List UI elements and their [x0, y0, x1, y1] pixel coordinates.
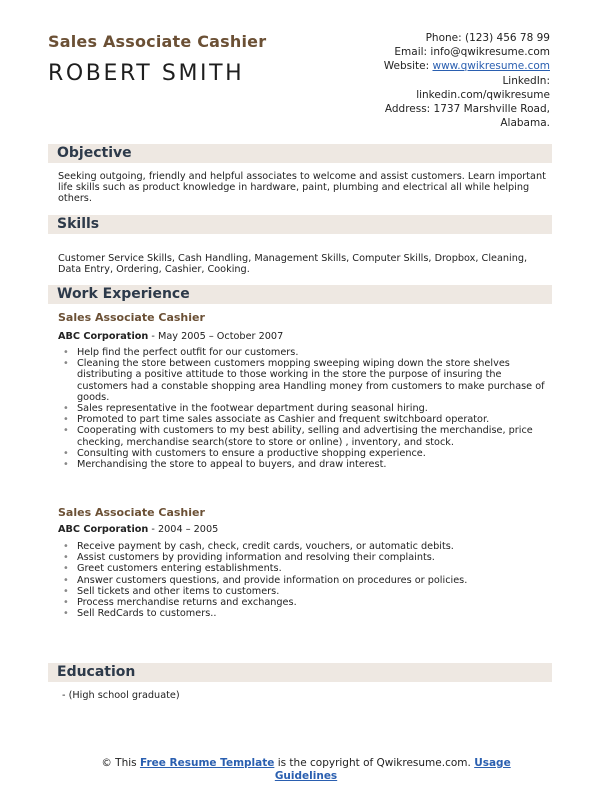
free-resume-template-link[interactable]: Free Resume Template: [139, 757, 275, 769]
website-link[interactable]: www.qwikresume.com: [432, 60, 550, 73]
contact-linkedin-label: LinkedIn:: [502, 74, 550, 87]
skills-heading: Skills: [57, 216, 100, 232]
contact-website: [330, 59, 550, 73]
job-1-dates: - May 2005 – October 2007: [148, 331, 284, 342]
list-item: • Promoted to part time sales associate as Cashier and frequent switchboard operator.: [62, 414, 550, 425]
skills-text: Customer Service Skills, Cash Handling, Management Skills, Computer Skills, Dropbox, Cleaning, Data Entry, Ordering, Cashier, Cooking.: [58, 253, 528, 276]
contact-phone: Phone: (123) 456 78 99: [425, 32, 550, 44]
list-item: • Greet customers entering establishments.: [62, 563, 550, 574]
work-experience-heading: Work Experience: [57, 286, 190, 302]
contact-block: [330, 31, 550, 130]
job-1-title: Sales Associate Cashier: [58, 311, 205, 324]
list-item: • Cleaning the store between customers mopping sweeping wiping down the store shelves distributing a positive attitude to those working in the store the purpose of insuring the customers had a constable shopping area Handling money from customers to make purchase of goods.: [62, 358, 550, 403]
copyright-footer: [0, 757, 612, 783]
contact-linkedin-url: linkedin.com/qwikresume: [416, 88, 550, 101]
list-item: • Cooperating with customers to my best ability, selling and advertising the merchandise, price checking, merchandise search(store to store or online) , inventory, and stock.: [62, 425, 550, 447]
job-2-company-line: [58, 524, 218, 535]
job-1-company: ABC Corporation: [58, 331, 149, 342]
footer-middle: is the copyright of Qwikresume.com.: [274, 757, 475, 769]
education-header: [48, 663, 552, 682]
list-item: • Sales representative in the footwear department during seasonal hiring.: [62, 403, 550, 414]
skills-header: [48, 215, 552, 234]
job-2-dates: - 2004 – 2005: [148, 524, 219, 535]
job-1-bullets: [62, 347, 550, 470]
list-item: • Assist customers by providing information and resolving their complaints.: [62, 552, 550, 563]
job-2-company: ABC Corporation: [58, 524, 149, 535]
list-item: • Help find the perfect outfit for our customers.: [62, 347, 550, 358]
objective-heading: Objective: [57, 145, 132, 161]
education-text: - (High school graduate): [62, 690, 180, 701]
contact-address-line2: Alabama.: [500, 117, 550, 130]
usage-guidelines-link-part1[interactable]: Usage: [474, 757, 511, 769]
website-label: Website:: [383, 60, 433, 73]
objective-text: Seeking outgoing, friendly and helpful associates to welcome and assist customers. Learn important life skills such as product knowledge in hardware, paint, plumbing and electrical all while helping others.: [58, 171, 546, 205]
list-item: • Consulting with customers to ensure a productive shopping experience.: [62, 448, 550, 459]
contact-address-line1: Address: 1737 Marshville Road,: [384, 103, 550, 116]
list-item: • Merchandising the store to appeal to buyers, and draw interest.: [62, 459, 550, 470]
job-2-title: Sales Associate Cashier: [58, 506, 205, 519]
job-2-bullets: [62, 541, 550, 619]
list-item: • Receive payment by cash, check, credit cards, vouchers, or automatic debits.: [62, 541, 550, 552]
job-1-company-line: [58, 331, 283, 342]
work-experience-header: [48, 285, 552, 304]
job-title: Sales Associate Cashier: [48, 32, 267, 51]
list-item: • Answer customers questions, and provide information on procedures or policies.: [62, 575, 550, 586]
education-heading: Education: [57, 664, 136, 680]
candidate-name: ROBERT SMITH: [48, 61, 245, 86]
objective-header: [48, 144, 552, 163]
footer-prefix: © This: [101, 757, 140, 769]
list-item: • Process merchandise returns and exchanges.: [62, 597, 550, 608]
list-item: • Sell tickets and other items to customers.: [62, 586, 550, 597]
list-item: • Sell RedCards to customers..: [62, 608, 550, 619]
usage-guidelines-link-part2[interactable]: Guidelines: [274, 770, 338, 782]
contact-email: Email: info@qwikresume.com: [394, 46, 550, 59]
